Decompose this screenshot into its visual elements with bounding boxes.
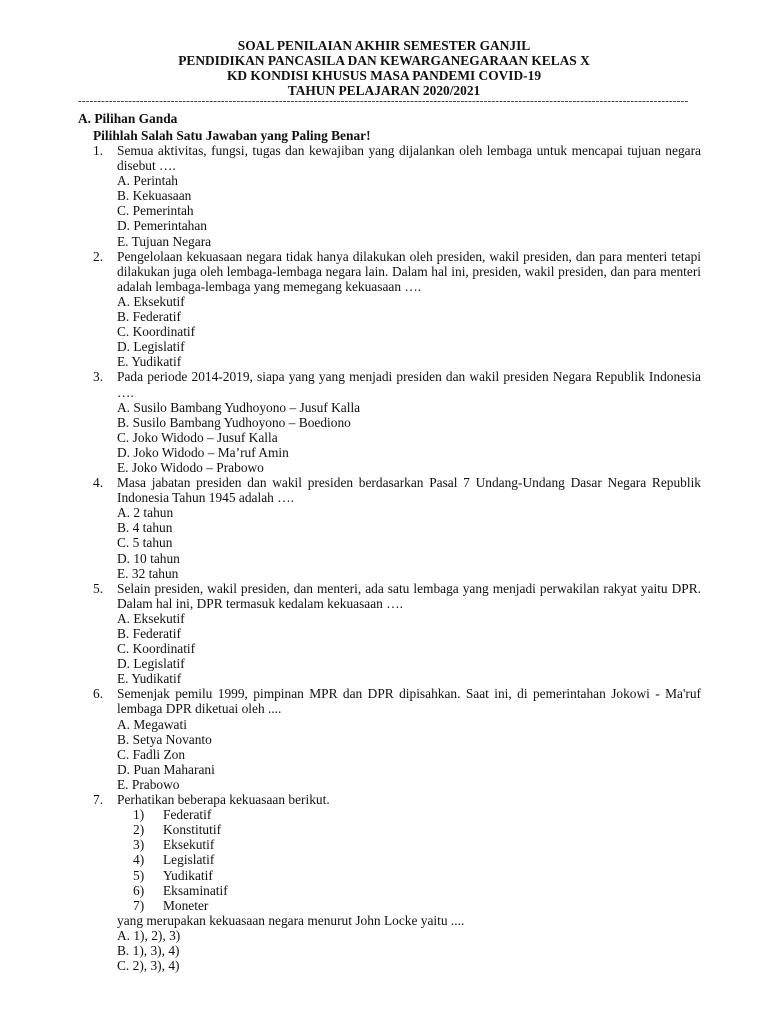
answer-option: C. Koordinatif [117, 324, 196, 340]
answer-option: C. Fadli Zon [117, 746, 186, 762]
question-text: Selain presiden, wakil presiden, dan menteri, ada satu lembaga yang menjadi perwakilan rakyat yaitu DPR. Dalam hal ini, DPR termasuk kedalam kekuasaan …. [117, 580, 701, 611]
question-followup: yang merupakan kekuasaan negara menurut John Locke yaitu .... [117, 912, 465, 928]
power-list-number: 5) [133, 867, 145, 883]
power-list-number: 4) [133, 852, 145, 868]
answer-option: A. Perintah [117, 173, 178, 189]
answer-options [117, 717, 701, 792]
question-number: 4. [93, 475, 104, 491]
answer-options [117, 294, 701, 369]
question-4 [93, 475, 701, 581]
power-list-number: 6) [133, 882, 145, 898]
power-list-item [133, 822, 701, 837]
question-text: Semenjak pemilu 1999, pimpinan MPR dan DPR dipisahkan. Saat ini, di pemerintahan Jokowi - Ma'ruf lembaga DPR diketuai oleh .... [117, 686, 701, 717]
answer-option: B. Setya Novanto [117, 731, 212, 747]
answer-option: E. 32 tahun [117, 565, 179, 581]
header-subject: PENDIDIKAN PANCASILA DAN KEWARGANEGARAAN KELAS X [178, 53, 590, 69]
power-list-text: Federatif [163, 807, 212, 823]
answer-option: C. 2), 3), 4) [117, 958, 180, 974]
answer-option: E. Joko Widodo – Prabowo [117, 459, 264, 475]
exam-header [0, 38, 768, 98]
answer-option: C. Joko Widodo – Jusuf Kalla [117, 429, 278, 445]
question-2 [93, 249, 701, 370]
power-list-text: Legislatif [163, 852, 215, 868]
answer-option: E. Prabowo [117, 776, 180, 792]
question-number: 2. [93, 248, 104, 264]
power-list-item [133, 883, 701, 898]
answer-option: B. 1), 3), 4) [117, 942, 180, 958]
answer-option: A. 1), 2), 3) [117, 927, 181, 943]
answer-options [117, 173, 701, 248]
question-text: Pada periode 2014-2019, siapa yang yang menjadi presiden dan wakil presiden Negara Republik Indonesia …. [117, 369, 701, 400]
question-number: 5. [93, 580, 104, 596]
header-title: SOAL PENILAIAN AKHIR SEMESTER GANJIL [237, 38, 531, 53]
question-5 [93, 581, 701, 687]
answer-options [117, 928, 701, 973]
power-list-text: Yudikatif [163, 867, 213, 883]
answer-option: A. Eksekutif [117, 293, 185, 309]
power-list [133, 807, 701, 913]
answer-options [117, 400, 701, 475]
answer-option: D. Legislatif [117, 339, 185, 355]
answer-option: E. Yudikatif [117, 671, 182, 687]
answer-option: B. Federatif [117, 626, 181, 641]
power-list-item [133, 807, 701, 822]
header-kd: KD KONDISI KHUSUS MASA PANDEMI COVID-19 [226, 68, 542, 84]
header-year: TAHUN PELAJARAN 2020/2021 [287, 83, 481, 99]
answer-option: A. Megawati [117, 716, 187, 732]
answer-option: B. Susilo Bambang Yudhoyono – Boediono [117, 414, 351, 430]
answer-option: D. Pemerintahan [117, 218, 207, 234]
answer-option: C. Pemerintah [117, 203, 194, 219]
power-list-item [133, 837, 701, 852]
answer-options [117, 505, 701, 580]
section-title: A. Pilihan Ganda [78, 111, 178, 126]
header-separator: -------------------------------------------------------------------------------------------------------------------------------------------------------------- [78, 98, 689, 104]
question-6 [93, 686, 701, 792]
power-list-number: 3) [133, 837, 145, 853]
answer-option: A. Eksekutif [117, 610, 185, 626]
answer-options [117, 611, 701, 686]
question-text: Pengelolaan kekuasaan negara tidak hanya dilakukan oleh presiden, wakil presiden, dan para menteri tetapi dilakukan juga oleh lembaga-lembaga negara lain. Dalam hal ini, presiden, wakil presiden, dan para menteri adalah lembaga-lembaga yang memegang kekuasaan …. [117, 248, 701, 294]
question-number: 3. [93, 369, 104, 385]
answer-option: D. Joko Widodo – Ma’ruf Amin [117, 444, 289, 460]
question-number: 1. [93, 143, 104, 158]
power-list-text: Moneter [163, 897, 209, 913]
answer-option: D. 10 tahun [117, 550, 180, 566]
answer-option: C. Koordinatif [117, 641, 196, 657]
answer-option: B. Federatif [117, 309, 181, 325]
answer-option: E. Yudikatif [117, 354, 182, 370]
answer-option: C. 5 tahun [117, 535, 173, 551]
answer-option: A. 2 tahun [117, 505, 174, 521]
answer-option: B. 4 tahun [117, 520, 173, 536]
question-list [93, 143, 701, 973]
power-list-text: Eksaminatif [163, 882, 228, 898]
question-text: Semua aktivitas, fungsi, tugas dan kewajiban yang dijalankan oleh lembaga untuk mencapai tujuan negara disebut …. [117, 143, 701, 174]
power-list-number: 1) [133, 807, 145, 823]
question-7 [93, 792, 701, 973]
question-number: 7. [93, 792, 104, 808]
power-list-number: 7) [133, 897, 145, 913]
answer-option: D. Legislatif [117, 656, 185, 672]
power-list-text: Konstitutif [163, 822, 222, 838]
answer-option: E. Tujuan Negara [117, 233, 212, 249]
question-number: 6. [93, 686, 104, 702]
question-1 [93, 143, 701, 249]
question-3 [93, 369, 701, 475]
power-list-item [133, 898, 701, 913]
power-list-number: 2) [133, 822, 145, 838]
power-list-item [133, 868, 701, 883]
power-list-item [133, 852, 701, 867]
answer-option: A. Susilo Bambang Yudhoyono – Jusuf Kalla [117, 399, 361, 415]
question-text: Perhatikan beberapa kekuasaan berikut. [117, 792, 330, 808]
answer-option: B. Kekuasaan [117, 188, 192, 204]
section-instruction: Pilihlah Salah Satu Jawaban yang Paling Benar! [93, 128, 371, 143]
question-text: Masa jabatan presiden dan wakil presiden berdasarkan Pasal 7 Undang-Undang Dasar Negara Republik Indonesia Tahun 1945 adalah …. [117, 475, 701, 506]
answer-option: D. Puan Maharani [117, 761, 215, 777]
power-list-text: Eksekutif [163, 837, 215, 853]
